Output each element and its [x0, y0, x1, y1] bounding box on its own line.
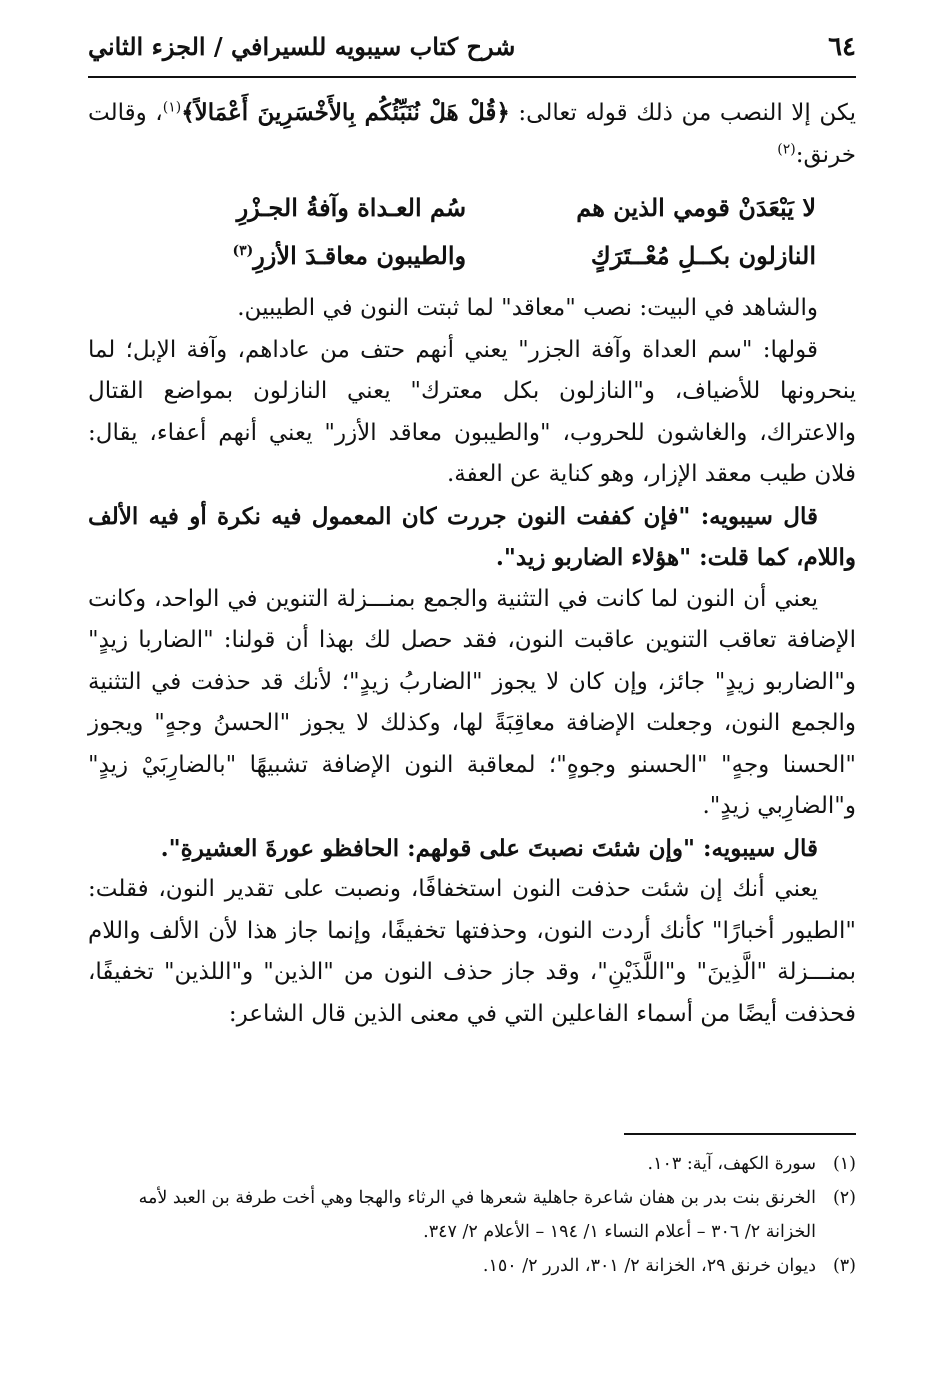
- intro-text: يكن إلا النصب من ذلك قوله تعالى:: [509, 100, 857, 126]
- paragraph-explanation: قولها: "سم العداة وآفة الجزر" يعني أنهم حتف من عاداهم، وآفة الإبل؛ لما ينحرونها للأضياف، و"النازلون بكل معترك" يعني النازلون بمواضع القتال والاعتراك، والغاشون للحروب، "والطيبون معاقد الأزر" يعني أنهم أعفاء، يقال: فلان طيب معقد الإزار، وهو كناية عن العفة.: [88, 336, 856, 487]
- quote-attribution: قال سيبويه:: [695, 834, 818, 862]
- page-number: ٦٤: [828, 32, 856, 62]
- footnote-text: سورة الكهف، آية: ١٠٣.: [647, 1154, 816, 1174]
- footnote-item: [88, 1249, 856, 1283]
- poem-second-hemistich-text: سُم العـداة وآفةُ الجـزْرِ: [236, 193, 467, 223]
- quran-verse: ﴿قُلْ هَلْ نُنَبِّئُكُم بِالأَخْسَرِينَ أَعْمَالاً﴾: [181, 99, 510, 126]
- footnote-item: [88, 1181, 856, 1249]
- poem-verse: [88, 232, 856, 280]
- footnote-ref-1: (١): [162, 99, 182, 116]
- main-text: [88, 92, 856, 1035]
- intro-text-continued: ، وقالت خرنق:: [88, 100, 856, 168]
- poem-second-hemistich-text: والطيبون معاقـدَ الأزرِ: [253, 241, 467, 271]
- footnotes-section: [88, 1147, 856, 1283]
- paragraph-sibawayh-quote-2: [88, 828, 856, 870]
- quote-text: "فإن كففت النون جررت كان المعمول فيه نكرة أو فيه الألف واللام، كما قلت: "هؤلاء الضاربو زيد".: [88, 502, 856, 571]
- footnote-number: (٢): [832, 1188, 856, 1208]
- poem-second-hemistich: [168, 187, 466, 229]
- poem-first-hemistich: لا يَبْعَدَنْ قومي الذين هم: [576, 193, 816, 223]
- footnote-separator: [624, 1133, 856, 1135]
- footnote-ref-2: (٢): [777, 140, 796, 157]
- paragraph-commentary-1: يعني أن النون لما كانت في التثنية والجمع بمنـــزلة التنوين في الواحد، وكانت الإضافة تعاقب التنوين عاقبت النون، فقد حصل لك بهذا أن قولنا: "الضاربا زيدٍ" و"الضاربو زيدٍ" جائز، وإن كان لا يجوز "الضاربُ زيدٍ"؛ لأنك قد حذفت في التثنية والجمع النون، وجعلت الإضافة معاقِبَةً لها، وكذلك لا يجوز "الحسنُ وجهٍ" ويجوز "الحسنا وجهٍ" "الحسنو وجوهٍ"؛ لمعاقبة النون الإضافة تشبيهًا "بالضارِبَيْ زيدٍ" و"الضارِبي زيدٍ".: [88, 585, 856, 819]
- footnote-number: (١): [832, 1154, 856, 1174]
- paragraph-sibawayh-quote-1: [88, 496, 856, 579]
- footnote-item: [88, 1147, 856, 1181]
- running-title: شرح كتاب سيبويه للسيرافي / الجزء الثاني: [88, 32, 516, 61]
- quote-text: "وإن شئتَ نصبتَ على قولهم: الحافظو عورةَ العشيرةِ".: [160, 834, 695, 862]
- footnote-ref-3: (٣): [232, 243, 254, 260]
- paragraph-commentary-2: يعني أنك إن شئت حذفت النون استخفافًا، ونصبت على تقدير النون، فقلت: "الطيور أخبارًا" كأنك أردت النون، وحذفتها تخفيفًا، وإنما جاز هذا لأن الألف واللام بمنـــزلة "الَّذِينَ" و"اللَّذَيْنِ"، وقد جاز حذف النون من "الذين" و"اللذين" تخفيفًا، فحذفت أيضًا من أسماء الفاعلين التي في معنى الذين قال الشاعر:: [88, 876, 856, 1027]
- poem-second-hemistich: [168, 235, 466, 277]
- poem-first-hemistich: النازلون بكــلِ مُعْــتَرَكٍ: [590, 241, 816, 271]
- quote-attribution: قال سيبويه:: [690, 502, 818, 530]
- footnote-text: الخرنق بنت بدر بن هفان شاعرة جاهلية شعرها في الرثاء والهجا وهي أخت طرفة بن العبد لأمه الخزانة ٢/ ٣٠٦ – أعلام النساء ١/ ١٩٤ – الأعلام ٢/ ٣٤٧.: [138, 1188, 816, 1242]
- page-header: [88, 26, 856, 78]
- poem-verse: [88, 184, 856, 232]
- footnote-number: (٣): [832, 1256, 856, 1276]
- footnote-text: ديوان خرنق ٢٩، الخزانة ٢/ ٣٠١، الدرر ٢/ ١٥٠.: [482, 1256, 816, 1276]
- poem-block: [88, 184, 856, 280]
- paragraph-intro: [88, 92, 856, 176]
- paragraph-witness: والشاهد في البيت: نصب "معاقد" لما ثبتت النون في الطيبين.: [237, 295, 818, 321]
